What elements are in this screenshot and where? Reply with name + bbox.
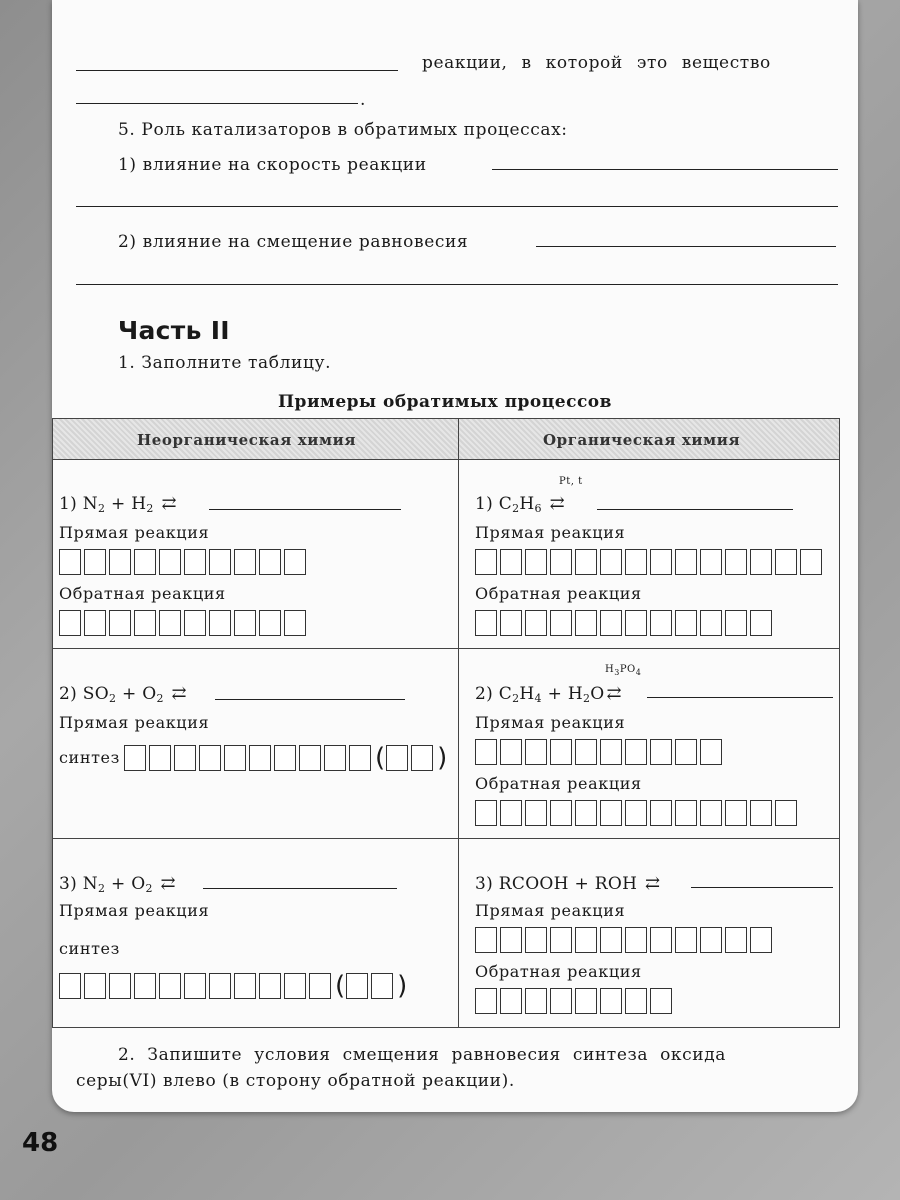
reverse-reaction-label: Обратная реакция — [475, 584, 642, 603]
answer-line[interactable] — [76, 70, 398, 71]
answer-line[interactable] — [76, 103, 358, 104]
column-divider — [458, 419, 459, 1027]
synthesis-label: синтез — [59, 939, 120, 958]
product-line[interactable] — [647, 697, 833, 698]
equation-inorganic-2: 2) $SO_2 + O_2$ ⇄ — [59, 683, 187, 705]
answer-boxes[interactable] — [475, 610, 775, 636]
product-line[interactable] — [215, 699, 405, 700]
part-heading: Часть II — [118, 316, 230, 345]
answer-line[interactable] — [76, 284, 838, 285]
catalyst-label: Pt, t — [559, 476, 583, 487]
task-2-line-1: 2. Запишите условия смещения равновесия синтеза оксида — [118, 1045, 727, 1065]
equation-organic-1: 1) $C_2H_6$ ⇄ — [475, 493, 565, 515]
product-line[interactable] — [203, 888, 397, 889]
answer-boxes[interactable] — [59, 973, 408, 999]
answer-boxes[interactable] — [59, 745, 448, 771]
product-line[interactable] — [691, 887, 833, 888]
workbook-page — [52, 0, 858, 1112]
table-caption: Примеры обратимых процессов — [278, 392, 612, 412]
equation-organic-3: 3) RCOOH + ROH ⇄ — [475, 873, 661, 894]
direct-reaction-label: Прямая реакция — [475, 523, 626, 542]
equation-organic-2: 2) $C_2H_4 + H_2O$ ⇄ — [475, 683, 622, 705]
task-1-text: 1. Заполните таблицу. — [118, 353, 332, 373]
reactions-table — [52, 418, 840, 1028]
table-header — [53, 419, 839, 460]
reversible-arrow-icon: ⇄ — [644, 873, 661, 894]
direct-reaction-label: Прямая реакция — [475, 713, 626, 732]
question-5-title: 5. Роль катализаторов в обратимых процессах: — [118, 120, 568, 140]
reversible-arrow-icon: ⇄ — [160, 873, 176, 894]
answer-boxes[interactable] — [475, 927, 775, 953]
answer-boxes[interactable] — [475, 988, 675, 1014]
reversible-arrow-icon: ⇄ — [606, 683, 622, 704]
product-line[interactable] — [597, 509, 793, 510]
equation-inorganic-1: 1) $N_2 + H_2$ ⇄ — [59, 493, 177, 515]
page-number: 48 — [22, 1128, 59, 1158]
bracket-open: ( — [335, 971, 346, 1001]
task-2-line-2: серы(VI) влево (в сторону обратной реакции). — [76, 1071, 515, 1091]
bracket-open: ( — [374, 743, 386, 773]
direct-reaction-label: Прямая реакция — [59, 901, 210, 920]
reverse-reaction-label: Обратная реакция — [475, 962, 642, 981]
equation-inorganic-3: 3) $N_2 + O_2$ ⇄ — [59, 873, 176, 895]
answer-line[interactable] — [76, 206, 838, 207]
reverse-reaction-label: Обратная реакция — [475, 774, 642, 793]
reversible-arrow-icon: ⇄ — [549, 493, 565, 514]
question-5-item-1: 1) влияние на скорость реакции — [118, 155, 427, 175]
direct-reaction-label: Прямая реакция — [59, 713, 210, 732]
answer-line[interactable] — [492, 169, 838, 170]
answer-boxes[interactable] — [475, 800, 800, 826]
reversible-arrow-icon: ⇄ — [161, 493, 177, 514]
bracket-close: ) — [397, 971, 408, 1001]
row-divider — [53, 648, 839, 649]
question-5-item-2: 2) влияние на смещение равновесия — [118, 232, 469, 252]
answer-boxes[interactable] — [59, 549, 309, 575]
period: . — [360, 90, 367, 110]
answer-boxes[interactable] — [475, 549, 825, 575]
answer-boxes[interactable] — [475, 739, 725, 765]
row-divider — [53, 838, 839, 839]
reverse-reaction-label: Обратная реакция — [59, 584, 226, 603]
text-line: реакции, в которой это вещество — [422, 53, 771, 73]
column-header-organic: Органическая химия — [543, 431, 741, 449]
answer-boxes[interactable] — [59, 610, 309, 636]
direct-reaction-label: Прямая реакция — [475, 901, 626, 920]
reversible-arrow-icon: ⇄ — [171, 683, 187, 704]
direct-reaction-label: Прямая реакция — [59, 523, 210, 542]
synthesis-label: синтез — [59, 748, 120, 767]
column-header-inorganic: Неорганическая химия — [137, 431, 357, 449]
product-line[interactable] — [209, 509, 401, 510]
bracket-close: ) — [437, 743, 448, 773]
answer-line[interactable] — [536, 246, 836, 247]
catalyst-label: $H_3PO_4$ — [605, 664, 642, 677]
